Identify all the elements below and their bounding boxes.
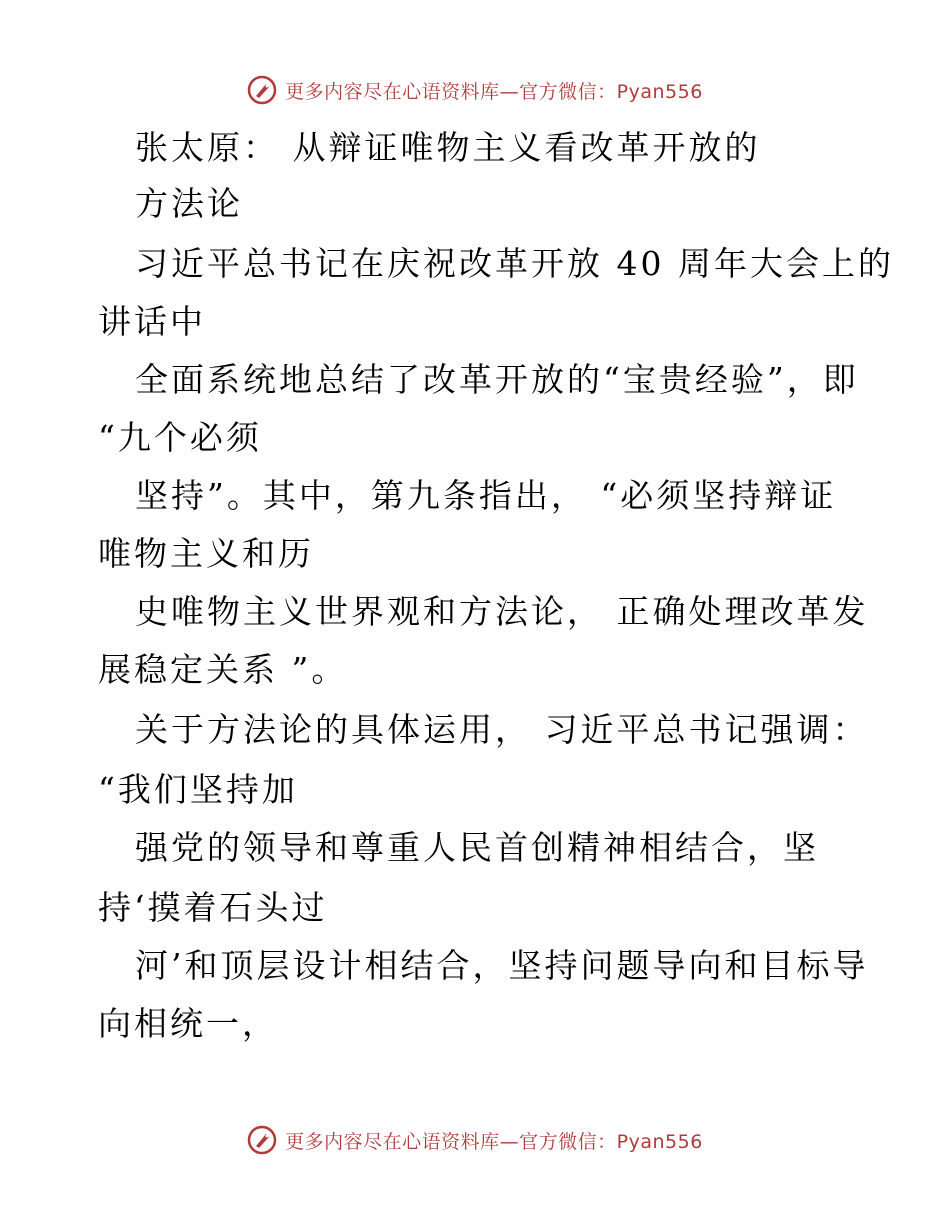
watermark-text: 更多内容尽在心语资料库—官方微信：Pyan556 bbox=[285, 1130, 703, 1153]
text-line-6: “九个必须 bbox=[98, 418, 262, 457]
text-line-15: 河’和顶层设计相结合，坚持问题导向和目标导 bbox=[135, 946, 869, 985]
text-line-12: “我们坚持加 bbox=[98, 770, 298, 809]
text-line-9: 史唯物主义世界观和方法论， 正确处理改革发 bbox=[135, 592, 869, 631]
pen-nib-logo-icon bbox=[247, 1125, 277, 1155]
footer-watermark bbox=[0, 1120, 950, 1160]
text-line-3: 习近平总书记在庆祝改革开放 40 周年大会上的 bbox=[135, 244, 894, 283]
text-line-10: 展稳定关系 ”。 bbox=[98, 650, 348, 689]
text-line-11: 关于方法论的具体运用， 习近平总书记强调： bbox=[135, 710, 869, 749]
header-watermark bbox=[0, 70, 950, 110]
text-line-16: 向相统一， bbox=[98, 1004, 278, 1043]
text-line-14: 持‘摸着石头过 bbox=[98, 888, 328, 927]
text-line-7: 坚持”。其中，第九条指出， “必须坚持辩证 bbox=[135, 476, 837, 515]
watermark-text: 更多内容尽在心语资料库—官方微信：Pyan556 bbox=[285, 80, 703, 103]
text-line-2: 方法论 bbox=[135, 184, 243, 223]
pen-nib-logo-icon bbox=[247, 75, 277, 105]
text-line-5: 全面系统地总结了改革开放的“宝贵经验”，即 bbox=[135, 360, 859, 399]
text-line-13: 强党的领导和尊重人民首创精神相结合，坚 bbox=[135, 828, 819, 867]
text-line-8: 唯物主义和历 bbox=[98, 534, 314, 573]
text-line-1: 张太原： 从辩证唯物主义看改革开放的 bbox=[135, 128, 761, 167]
text-line-4: 讲话中 bbox=[98, 302, 206, 341]
